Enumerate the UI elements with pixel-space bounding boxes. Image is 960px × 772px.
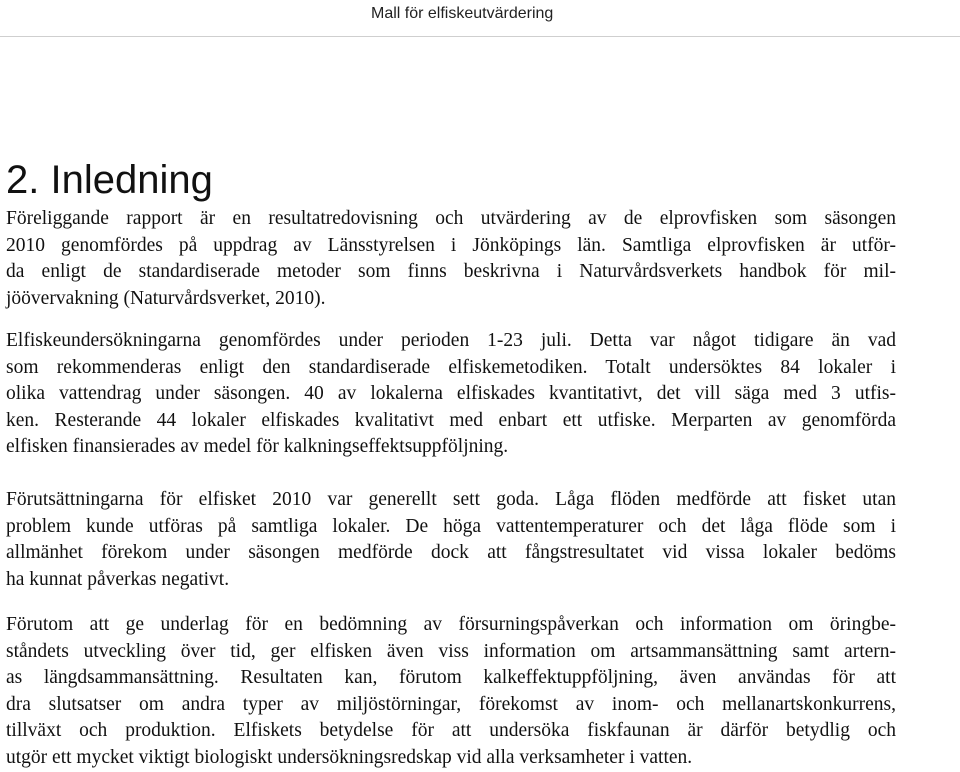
paragraph-line: utgör ett mycket viktigt biologiskt undersökningsredskap vid alla verksamheter i vatten. [6, 746, 693, 768]
paragraph-line: Föreliggande rapport är en resultatredovisning och utvärdering av de elprovfisken som säsongen [6, 208, 896, 229]
paragraph-line: 2010 genomfördes på uppdrag av Länsstyrelsen i Jönköpings län. Samtliga elprovfisken är utför- [6, 234, 896, 256]
paragraph-line: Elfiskeundersökningarna genomfördes under perioden 1-23 juli. Detta var något tidigare än vad [6, 330, 896, 351]
paragraph-line: Förutsättningarna för elfisket 2010 var generellt sett goda. Låga flöden medförde att fisket utan [6, 489, 896, 510]
paragraph-line: elfisken finansierades av medel för kalkningseffektsuppföljning. [6, 436, 509, 457]
paragraph-line: olika vattendrag under säsongen. 40 av lokalerna elfiskades kvantitativt, det vill säga med 3 utfis- [6, 383, 896, 404]
paragraph-line: Förutom att ge underlag för en bedömning av försurningspåverkan och information om öringbe- [6, 614, 896, 635]
paragraph-line: tillväxt och produktion. Elfiskets betydelse för att undersöka fiskfaunan är därför betydlig och [6, 720, 896, 741]
paragraph-line: as längdsammansättning. Resultaten kan, förutom kalkeffektuppföljning, även användas för att [6, 667, 896, 688]
paragraph-survey-period [6, 328, 896, 461]
paragraph-line: dra slutsatser om andra typer av miljöstörningar, förekomst av inom- och mellanartskonkurrens, [6, 693, 896, 715]
paragraph-line: som rekommenderas enligt den standardiserade elfiskemetodiken. Totalt undersöktes 84 lokaler i [6, 356, 896, 378]
paragraph-line: da enligt de standardiserade metoder som finns beskrivna i Naturvårdsverkets handbok för mil- [6, 261, 896, 282]
paragraph-line: ståndets utveckling över tid, ger elfisken även viss information om artsammansättning samt artern- [6, 640, 896, 662]
paragraph-conditions [6, 487, 896, 593]
paragraph-purpose [6, 612, 896, 771]
paragraph-line: jöövervakning (Naturvårdsverket, 2010). [6, 287, 326, 309]
page-header [0, 0, 960, 37]
chapter-title: 2. Inledning [6, 158, 213, 202]
paragraph-line: allmänhet förekom under säsongen medförde dock att fångstresultatet vid vissa lokaler bedöms [6, 542, 896, 563]
paragraph-line: ken. Resterande 44 lokaler elfiskades kvalitativt med enbart ett utfiske. Merparten av genomförda [6, 409, 896, 431]
running-title: Mall för elfiskeutvärdering [371, 5, 554, 22]
paragraph-line: problem kunde utföras på samtliga lokaler. De höga vattentemperaturer och det låga flöde som i [6, 515, 896, 537]
paragraph-introduction [6, 206, 896, 312]
paragraph-line: ha kunnat påverkas negativt. [6, 568, 230, 590]
